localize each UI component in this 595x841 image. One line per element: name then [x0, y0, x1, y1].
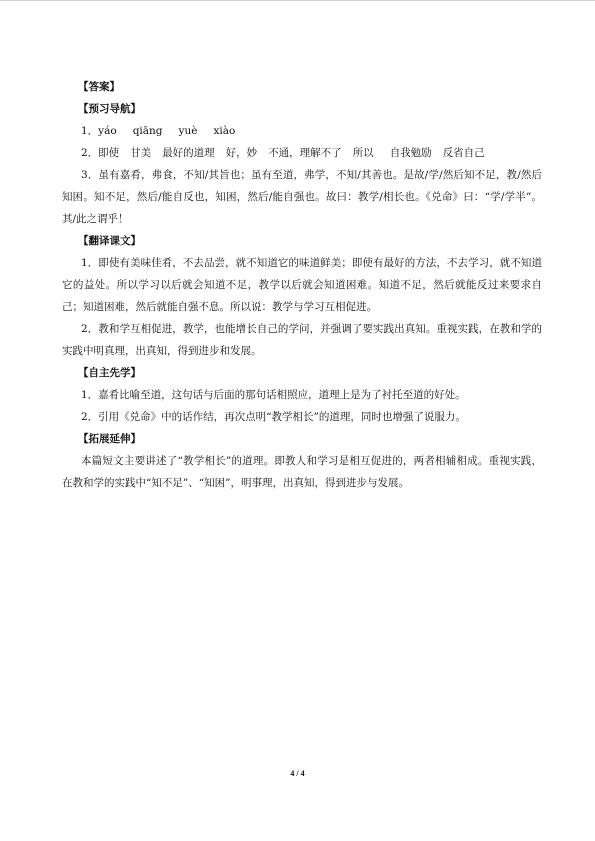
vocab-item: 甘美 — [130, 147, 152, 159]
paragraph-punctuation: 3．虽有嘉肴，弗食，不知/其旨也；虽有至道，弗学，不知/其善也。是故/学/然后知不足，教/然后知困。知不足，然后/能自反也，知困，然后/能自强也。故曰：教学/相长也。《兑命》曰：“学/学半”。其/此之谓乎！ — [62, 169, 542, 225]
paragraph-self-study-2: 2．引用《兑命》中的话作结，再次点明“教学相长”的道理，同时也增强了说服力。 — [81, 411, 466, 423]
page-number: 4 / 4 — [290, 769, 305, 778]
heading-translate: 【翻译课文】 — [78, 235, 141, 247]
vocab-item: 自我勉励 — [389, 147, 432, 159]
pinyin-line — [62, 120, 542, 142]
vocab-item: 不通，理解不了 — [268, 147, 342, 159]
pinyin-item: 1．yáo — [81, 125, 117, 137]
pinyin-item: xiào — [213, 125, 236, 137]
paragraph-extension: 本篇短文主要讲述了“教学相长”的道理。即教人和学习是相互促进的，两者相辅相成。重视实践，在教和学的实践中“知不足”、“知困”，明事理，出真知，得到进步与发展。 — [62, 455, 542, 489]
heading-preview: 【预习导航】 — [78, 103, 141, 115]
pinyin-item: yuè — [178, 125, 198, 137]
vocab-item: 2．即使 — [81, 147, 120, 159]
paragraph-translation-1: 1．即使有美味佳肴，不去品尝，就不知道它的味道鲜美；即使有最好的方法，不去学习，就不知道它的益处。所以学习以后就会知道不足，教学以后就会知道困难。知道不足，然后就能反过来要求自己；知道困难，然后就能自强不息。所以说：教学与学习互相促进。 — [62, 257, 542, 313]
vocab-item: 最好的道理 — [162, 147, 215, 159]
heading-extension: 【拓展延伸】 — [78, 433, 141, 445]
top-border-rule — [0, 0, 595, 1]
vocab-item: 反省自己 — [442, 147, 485, 159]
pinyin-item: qiāng — [132, 125, 163, 137]
vocab-line — [62, 142, 542, 164]
vocab-item: 好，妙 — [225, 147, 258, 159]
heading-answer: 【答案】 — [78, 81, 120, 93]
answer-content — [62, 76, 542, 494]
vocab-item: 所以 — [352, 147, 374, 159]
paragraph-translation-2: 2．教和学互相促进，教学，也能增长自己的学问，并强调了要实践出真知。重视实践，在教和学的实践中明真理，出真知，得到进步和发展。 — [62, 323, 542, 357]
heading-self-study: 【自主先学】 — [78, 367, 141, 379]
paragraph-self-study-1: 1．嘉肴比喻至道，这句话与后面的那句话相照应，道理上是为了衬托至道的好处。 — [81, 389, 466, 401]
